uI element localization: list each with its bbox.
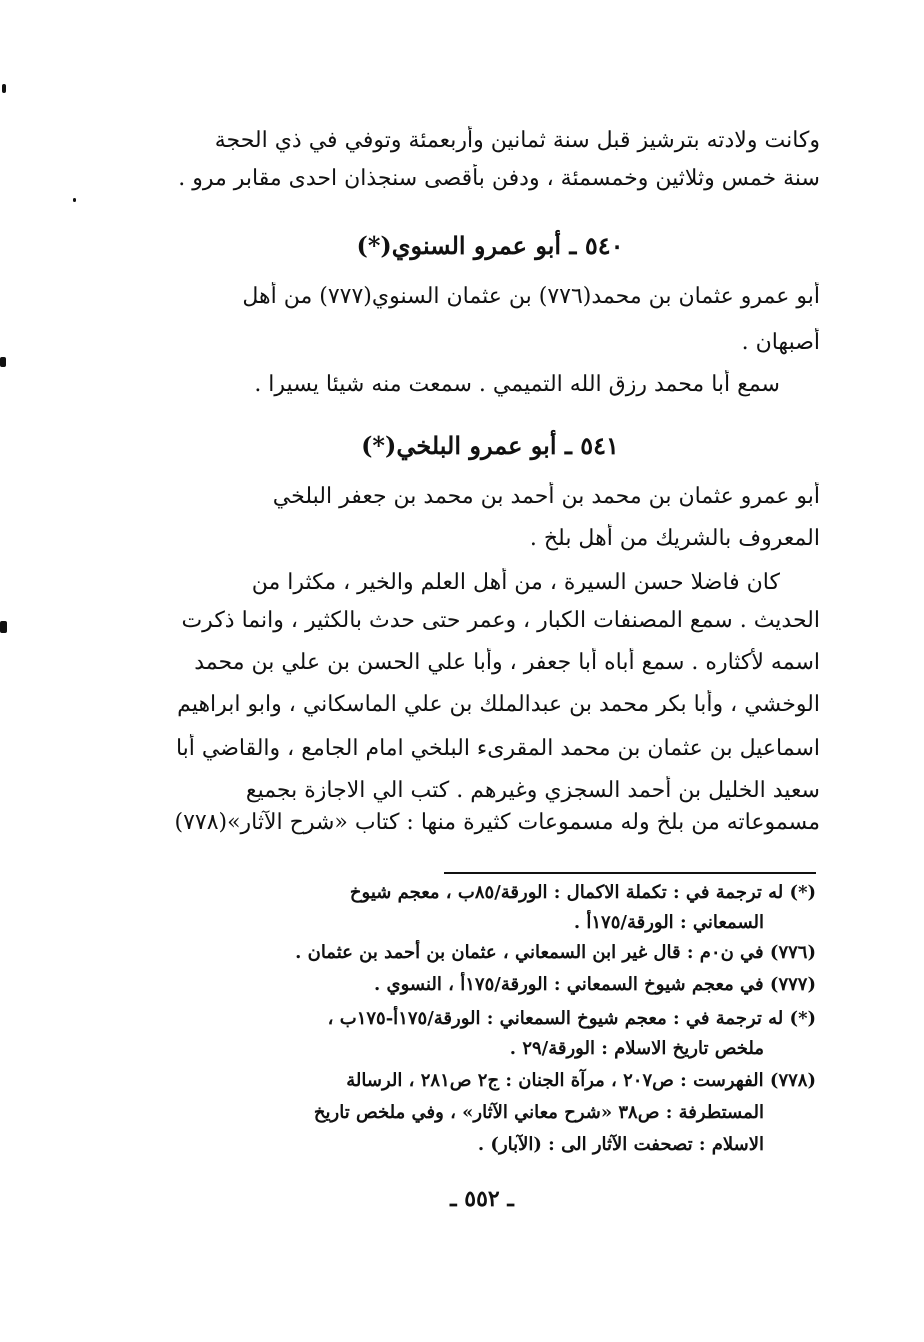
text-line: أبو عمرو عثمان بن محمد بن أحمد بن محمد بن جعفر البلخي [272, 484, 820, 509]
scan-speck [0, 621, 7, 633]
text-line: كان فاضلا حسن السيرة ، من أهل العلم والخير ، مكثرا من [251, 570, 780, 595]
footnote-divider [444, 872, 816, 874]
page-number: ـ ٥٥٢ ـ [450, 1186, 514, 1212]
footnote-line: (٧٧٦) في ن٠م : قال غير ابن السمعاني ، عثمان بن أحمد بن عثمان . [295, 942, 816, 963]
text-line: اسماعيل بن عثمان بن محمد المقرىء البلخي امام الجامع ، والقاضي أبا [175, 736, 820, 761]
footnote-line: (*) له ترجمة في : تكملة الاكمال : الورقة/٨٥ب ، معجم شيوخ [349, 882, 816, 903]
text-line: سمع أبا محمد رزق الله التميمي . سمعت منه شيئا يسيرا . [254, 372, 780, 397]
footnote-line: الاسلام : تصحفت الآثار الى : (الآبار) . [477, 1134, 764, 1155]
entry-heading: ٥٤٠ ـ أبو عمرو السنوي(*) [356, 231, 624, 260]
entry-body [160, 482, 820, 842]
scan-speck [2, 84, 6, 93]
intro-paragraph [160, 126, 820, 196]
text-line: سنة خمس وثلاثين وخمسمئة ، ودفن بأقصى سنجذان احدى مقابر مرو . [178, 166, 820, 191]
text-line: أصبهان . [741, 330, 820, 355]
text-line: مسموعاته من بلخ وله مسموعات كثيرة منها : كتاب «شرح الآثار»(٧٧٨) [174, 810, 820, 835]
footnote-line: (*) له ترجمة في : معجم شيوخ السمعاني : الورقة/١٧٥أ-١٧٥ب ، [327, 1008, 816, 1029]
text-line: الحديث . سمع المصنفات الكبار ، وعمر حتى حدث بالكثير ، وانما ذكرت [181, 608, 820, 633]
footnote-line: (٧٧٧) في معجم شيوخ السمعاني : الورقة/١٧٥أ ، النسوي . [374, 974, 816, 995]
entry-heading: ٥٤١ ـ أبو عمرو البلخي(*) [361, 431, 619, 460]
text-line: اسمه لأكثاره . سمع أباه أبا جعفر ، وأبا علي الحسن بن علي بن محمد [194, 650, 820, 675]
text-line: أبو عمرو عثمان بن محمد(٧٧٦) بن عثمان السنوي(٧٧٧) من أهل [242, 284, 820, 309]
footnote-line: (٧٧٨) الفهرست : ص٢٠٧ ، مرآة الجنان : ج٢ ص٢٨١ ، الرسالة [346, 1070, 816, 1091]
text-line: الوخشي ، وأبا بكر محمد بن عبدالملك بن علي الماسكاني ، وابو ابراهيم [177, 692, 820, 717]
footnote-line: ملخص تاريخ الاسلام : الورقة/٢٩ . [509, 1038, 764, 1059]
scan-speck [73, 198, 76, 202]
footnote-line: السمعاني : الورقة/١٧٥أ . [573, 912, 764, 933]
text-line: وكانت ولادته بترشيز قبل سنة ثمانين وأربعمئة وتوفي في ذي الحجة [214, 128, 820, 153]
entry-body [160, 282, 820, 402]
footnote-line: المستطرفة : ص٣٨ «شرح معاني الآثار» ، وفي ملخص تاريخ [313, 1102, 764, 1123]
text-line: المعروف بالشريك من أهل بلخ . [529, 526, 820, 551]
text-line: سعيد الخليل بن أحمد السجزي وغيرهم . كتب الي الاجازة بجميع [245, 778, 820, 803]
scan-speck [0, 357, 6, 367]
